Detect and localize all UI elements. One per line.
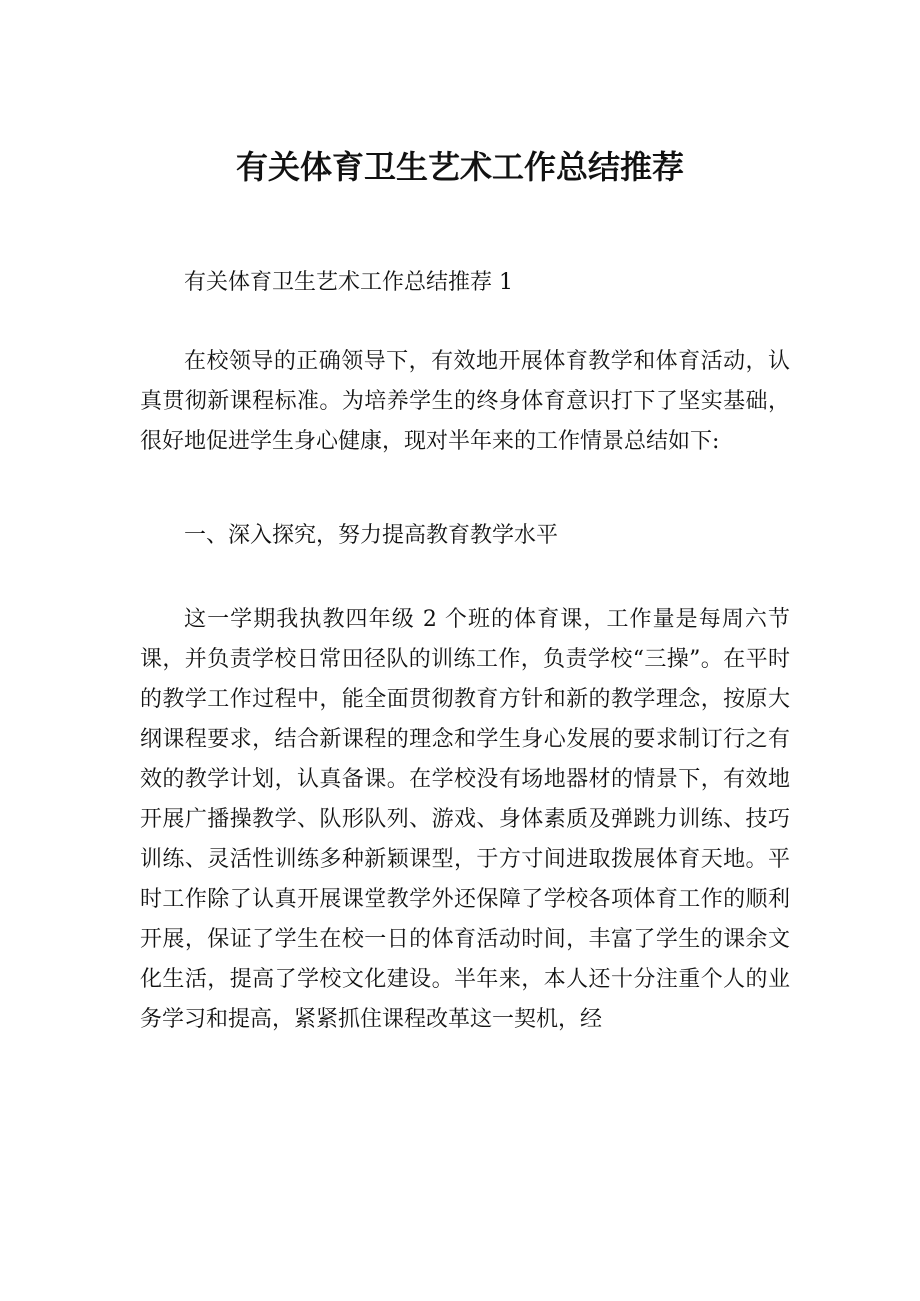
document-title: 有关体育卫生艺术工作总结推荐: [235, 148, 684, 187]
intro-paragraph: 在校领导的正确领导下，有效地开展体育教学和体育活动，认真贯彻新课程标准。为培养学生的终身体育意识打下了坚实基础，很好地促进学生身心健康，现对半年来的工作情景总结如下:: [140, 349, 790, 454]
section-heading: 一、深入探究，努力提高教育教学水平: [184, 523, 559, 548]
body-paragraph: 这一学期我执教四年级 2 个班的体育课，工作量是每周六节课，并负责学校日常田径队的训练工作，负责学校“三操”。在平时的教学工作过程中，能全面贯彻教育方针和新的教学理念，按原大纲课程要求，结合新课程的理念和学生身心发展的要求制订行之有效的教学计划，认真备课。在学校没有场地器材的情景下，有效地开展广播操教学、队形队列、游戏、身体素质及弹跳力训练、技巧训练、灵活性训练多种新颖课型，于方寸间进取拨展体育天地。平时工作除了认真开展课堂教学外还保障了学校各项体育工作的顺利开展，保证了学生在校一日的体育活动时间，丰富了学生的课余文化生活，提高了学校文化建设。半年来，本人还十分注重个人的业务学习和提高，紧紧抓住课程改革这一契机，经: [140, 607, 790, 1032]
section-subtitle: 有关体育卫生艺术工作总结推荐 1: [184, 270, 513, 295]
